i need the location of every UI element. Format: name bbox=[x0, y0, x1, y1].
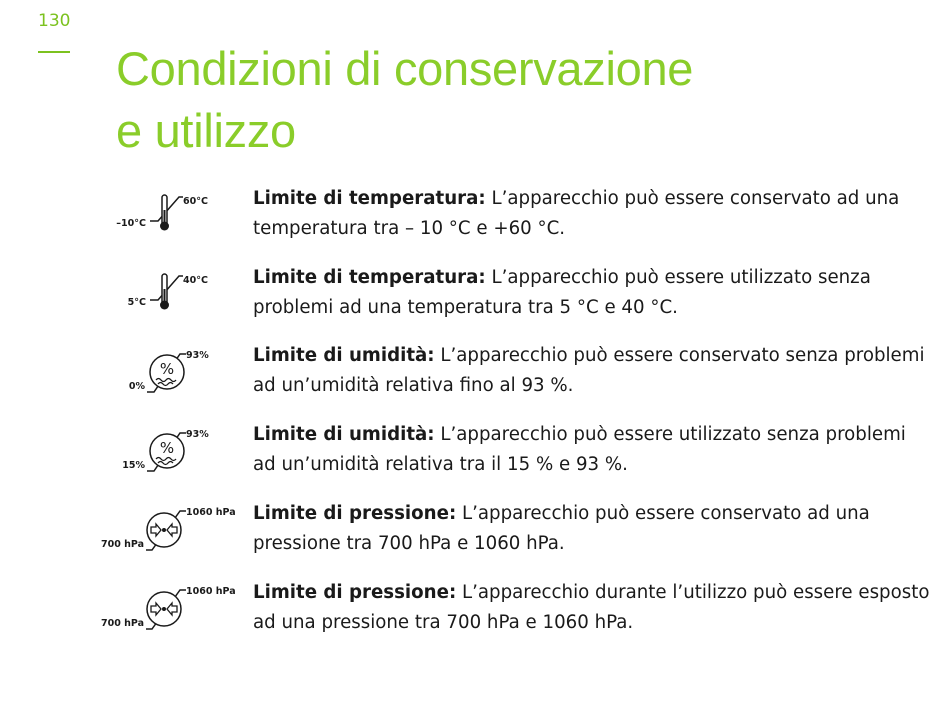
temperature-low-label: –10°C bbox=[116, 218, 146, 229]
pressure-low-label: 700 hPa bbox=[100, 539, 144, 550]
storage-pressure-limit bbox=[0, 499, 950, 569]
pressure-icon bbox=[0, 578, 250, 648]
limit-heading: Limite di temperatura: bbox=[253, 188, 486, 209]
limit-description bbox=[253, 341, 933, 401]
storage-humidity-limit bbox=[0, 341, 950, 411]
limit-heading: Limite di umidità: bbox=[253, 424, 435, 445]
limit-heading: Limite di temperatura: bbox=[253, 267, 486, 288]
page-title bbox=[116, 38, 693, 162]
page-title-line-1: Condizioni di conservazione bbox=[116, 42, 694, 95]
percent-glyph: % bbox=[159, 360, 175, 378]
pressure-icon bbox=[0, 499, 250, 569]
limit-description bbox=[253, 578, 933, 638]
pressure-low-label: 700 hPa bbox=[100, 618, 144, 629]
limit-description bbox=[253, 499, 933, 559]
limit-text: L’apparecchio durante l’utilizzo può essere esposto ad una pressione tra 700 hPa e 1060 hPa. bbox=[253, 582, 930, 633]
page-number: 130 bbox=[38, 11, 71, 31]
humidity-icon bbox=[0, 420, 250, 490]
limit-text: L’apparecchio può essere conservato ad una pressione tra 700 hPa e 1060 hPa. bbox=[253, 503, 870, 554]
operating-humidity-limit bbox=[0, 420, 950, 490]
humidity-low-label: 0% bbox=[128, 381, 145, 392]
operating-temperature-limit bbox=[0, 263, 950, 333]
limit-text: L’apparecchio può essere conservato senza problemi ad un’umidità relativa fino al 93 %. bbox=[253, 345, 925, 396]
temperature-high-label: 60°C bbox=[183, 196, 208, 207]
limit-heading: Limite di umidità: bbox=[253, 345, 435, 366]
page-title-line-2: e utilizzo bbox=[116, 104, 296, 157]
pressure-high-label: 1060 hPa bbox=[186, 507, 236, 518]
limit-description bbox=[253, 263, 933, 323]
temperature-icon bbox=[0, 184, 250, 254]
humidity-low-label: 15% bbox=[122, 460, 145, 471]
temperature-high-label: 40°C bbox=[183, 275, 208, 286]
operating-pressure-limit bbox=[0, 578, 950, 648]
limit-heading: Limite di pressione: bbox=[253, 503, 457, 524]
limit-text: L’apparecchio può essere conservato ad una temperatura tra – 10 °C e +60 °C. bbox=[253, 188, 900, 239]
temperature-icon bbox=[0, 263, 250, 333]
humidity-icon bbox=[0, 341, 250, 411]
percent-glyph: % bbox=[159, 439, 175, 457]
limit-description bbox=[253, 420, 933, 480]
storage-temperature-limit bbox=[0, 184, 950, 254]
pressure-high-label: 1060 hPa bbox=[186, 586, 236, 597]
limit-description bbox=[253, 184, 933, 244]
limit-heading: Limite di pressione: bbox=[253, 582, 457, 603]
humidity-high-label: 93% bbox=[186, 350, 209, 361]
limit-text: L’apparecchio può essere utilizzato senza problemi ad un’umidità relativa tra il 15 % e 93 %. bbox=[253, 424, 906, 475]
temperature-low-label: 5°C bbox=[127, 297, 146, 308]
page-number-rule bbox=[38, 51, 70, 53]
limit-text: L’apparecchio può essere utilizzato senza problemi ad una temperatura tra 5 °C e 40 °C. bbox=[253, 267, 871, 318]
humidity-high-label: 93% bbox=[186, 429, 209, 440]
